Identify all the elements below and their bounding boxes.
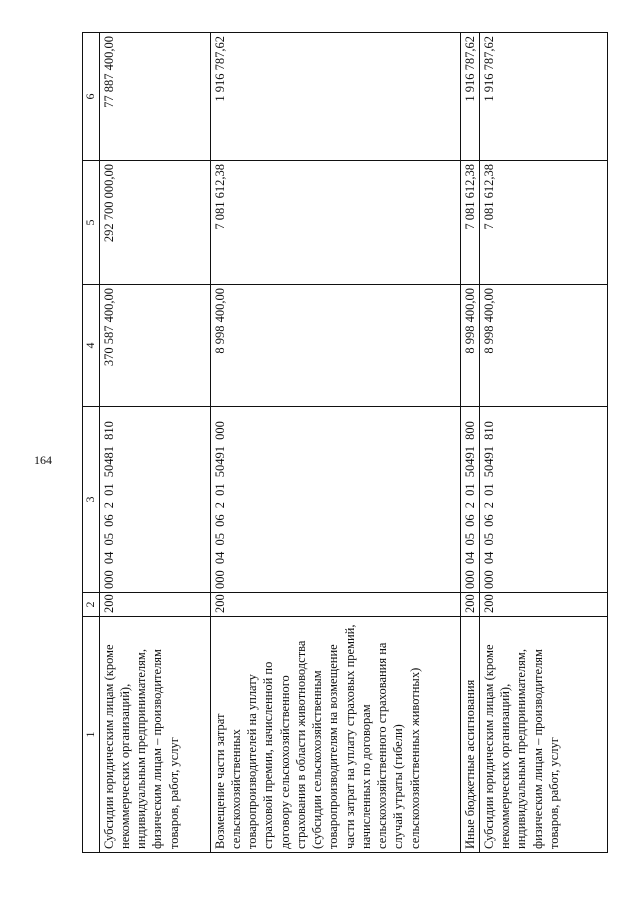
row-col4: 8 998 400,00	[210, 285, 460, 407]
row-code: 200	[210, 593, 460, 617]
header-cell: 3	[83, 407, 100, 593]
row-col5: 7 081 612,38	[460, 161, 479, 285]
row-code: 200	[99, 593, 210, 617]
header-cell: 1	[83, 617, 100, 853]
budget-table	[82, 32, 608, 853]
table-row	[460, 33, 479, 853]
header-row	[83, 33, 100, 853]
row-name: Иные бюджетные ассигнования	[460, 617, 479, 853]
row-col6: 77 887 400,00	[99, 33, 210, 161]
table-row	[479, 33, 607, 853]
page-number: 164	[34, 453, 52, 467]
table-row	[99, 33, 210, 853]
rotated-page-content	[82, 33, 561, 853]
row-kbk: 000 04 05 06 2 01 50481 810	[99, 407, 210, 593]
row-kbk: 000 04 05 06 2 01 50491 800	[460, 407, 479, 593]
row-code: 200	[460, 593, 479, 617]
row-col6: 1 916 787,62	[460, 33, 479, 161]
header-cell: 2	[83, 593, 100, 617]
row-col4: 8 998 400,00	[479, 285, 607, 407]
row-kbk: 000 04 05 06 2 01 50491 810	[479, 407, 607, 593]
row-name: Субсидии юридическим лицам (кроме некоммерческих организаций), индивидуальным предпринимателям, физическим лицам – производителям товаров, работ, услуг	[479, 617, 607, 853]
row-col6: 1 916 787,62	[210, 33, 460, 161]
row-col4: 8 998 400,00	[460, 285, 479, 407]
row-name: Возмещение части затрат сельскохозяйственных товаропроизводителей на уплату страховой премии, начисленной по договору сельскохозяйственного страхования в области животноводства (субсидии сельскохозяйственным товаропроизводителям на возмещение части затрат на уплату страховых премий, начисленных по договорам сельскохозяйственного страхования на случай утраты (гибели) сельскохозяйственных животных)	[210, 617, 460, 853]
row-col5: 7 081 612,38	[210, 161, 460, 285]
header-cell: 4	[83, 285, 100, 407]
row-col4: 370 587 400,00	[99, 285, 210, 407]
row-kbk: 000 04 05 06 2 01 50491 000	[210, 407, 460, 593]
row-col5: 292 700 000,00	[99, 161, 210, 285]
header-cell: 6	[83, 33, 100, 161]
row-col5: 7 081 612,38	[479, 161, 607, 285]
header-cell: 5	[83, 161, 100, 285]
row-col6: 1 916 787,62	[479, 33, 607, 161]
table-row	[210, 33, 460, 853]
row-code: 200	[479, 593, 607, 617]
row-name: Субсидии юридическим лицам (кроме некоммерческих организаций), индивидуальным предпринимателям, физическим лицам – производителям товаров, работ, услуг	[99, 617, 210, 853]
